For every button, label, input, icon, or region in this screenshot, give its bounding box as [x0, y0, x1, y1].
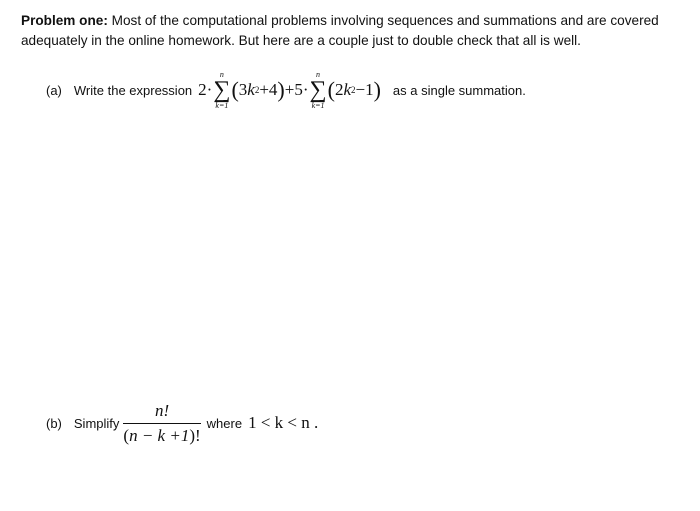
part-b-label: (b) [46, 415, 62, 431]
close-paren: ) [277, 77, 285, 102]
sigma-symbol-2: ∑ [309, 77, 327, 103]
open-paren: ( [231, 77, 239, 102]
lower-limit: k=1 [215, 101, 229, 110]
multiply-dot: · [206, 80, 213, 99]
part-a-suffix: as a single summation. [392, 82, 526, 98]
summation-1 [213, 70, 230, 110]
fraction [123, 401, 200, 446]
open-paren-2: ( [327, 77, 335, 102]
part-a [46, 67, 526, 113]
summation-2 [310, 70, 327, 110]
problem-description: Most of the computational problems involving sequences and summations and are covered adequately in the online homework. But here are a couple just to double check that all is well. [21, 13, 659, 48]
where-word: where [206, 415, 243, 431]
summation-expression [198, 70, 381, 110]
term2-constant: −1 [355, 80, 374, 99]
problem-intro [21, 11, 661, 51]
fraction-denominator [123, 424, 200, 446]
close-paren-2: ) [373, 77, 381, 102]
upper-limit-2: n [316, 70, 321, 79]
term2-variable: k [343, 80, 351, 99]
part-b-prompt: Simplify [73, 415, 120, 431]
term1-exponent: 2 [254, 85, 260, 95]
term2-exponent: 2 [350, 85, 356, 95]
part-a-prompt: Write the expression [73, 82, 193, 98]
term1-coefficient: 3 [238, 80, 248, 99]
problem-heading: Problem one: [21, 13, 108, 28]
coefficient-2: 2 [198, 80, 207, 99]
sigma-symbol: ∑ [213, 77, 231, 103]
denominator-open: ( [123, 425, 130, 445]
upper-limit: n [219, 70, 224, 79]
multiply-dot-2: · [302, 80, 309, 99]
inequality-condition: 1 < k < n . [248, 413, 319, 432]
denominator-close: )! [189, 425, 201, 445]
plus-sign: + [284, 80, 295, 99]
part-a-label: (a) [46, 82, 62, 98]
term2-coefficient: 2 [334, 80, 344, 99]
coefficient-5: 5 [294, 80, 303, 99]
fraction-numerator: n! [154, 400, 170, 420]
term1-variable: k [247, 80, 255, 99]
denominator-body: n − k +1 [129, 425, 190, 445]
lower-limit-2: k=1 [311, 101, 325, 110]
part-b [46, 400, 318, 446]
term1-constant: +4 [259, 80, 278, 99]
